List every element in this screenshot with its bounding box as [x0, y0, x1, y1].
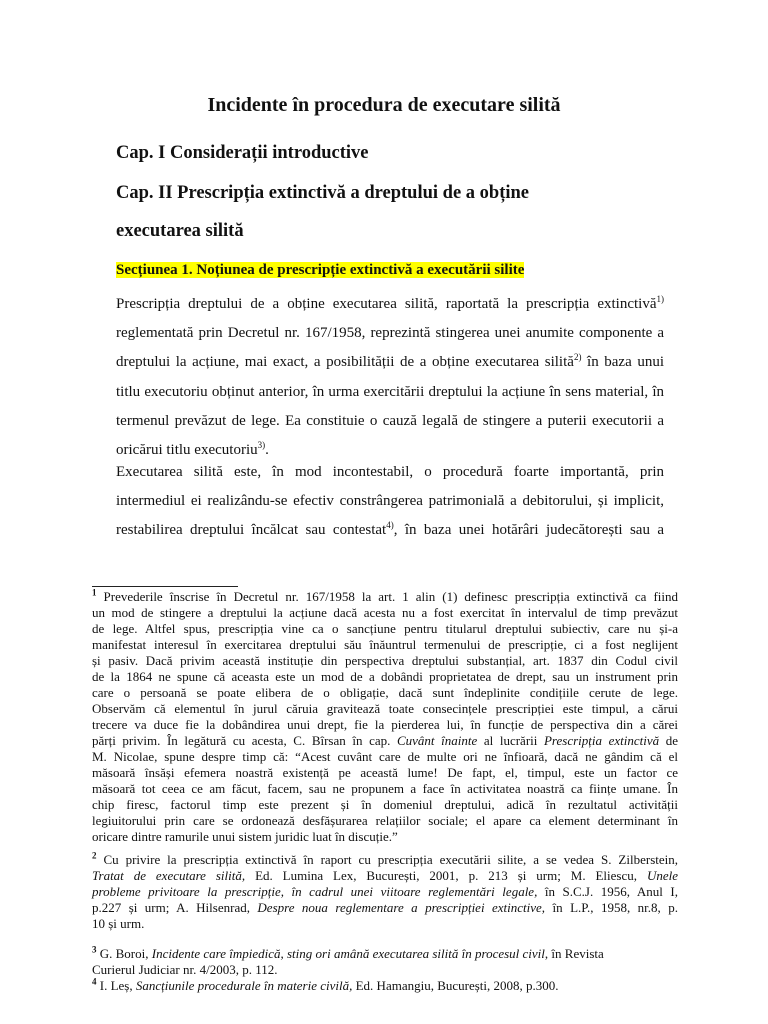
footnote-marker: 4 [92, 976, 97, 987]
footnote-separator [92, 586, 238, 587]
footnote-ref-1: 1) [656, 294, 664, 304]
footnote-line: un mod de stingere a dreptului la acțiune dacă acesta nu a fost exercitat în intervalul de timp prevăzut [92, 605, 678, 620]
footnote-line: părți privim. În legătură cu acesta, C. Bîrsan în cap. Cuvânt înainte al lucrării Prescripția extinctivă de [92, 733, 678, 748]
footnote-marker: 1 [92, 587, 97, 598]
paragraph-1-line: oricărui titlu executoriu$^{3)}$. [116, 440, 269, 459]
chapter-2-line-1: Cap. II Prescripția extinctivă a dreptului de a obține [116, 183, 529, 203]
footnote-line: care o persoană se poate elibera de o obligație, dacă sunt îndeplinite condițiile cerute de lege. [92, 685, 678, 700]
chapter-2-line-2: executarea silită [116, 221, 244, 241]
footnote-line: $^4$ I. Leș, Sancțiunile procedurale în materie civilă, Ed. Hamangiu, București, 2008, p.300. [92, 976, 559, 993]
footnote-ref-3: 3) [257, 440, 266, 451]
document-title: Incidente în procedura de executare silită [207, 94, 561, 116]
footnote-line: $^3$ G. Boroi, Incidente care împiedică, sting ori amână executarea silită în procesul civil, în Revista [92, 944, 604, 961]
paragraph-1-line: termenul prevăzut de lege. Ea constituie o cauză legală de stingere a puterii executorii a [116, 412, 664, 429]
footnote-ref-2: 2) [573, 352, 582, 363]
footnote-marker: 3 [92, 944, 97, 955]
footnote-3 [92, 946, 678, 978]
footnote-line: probleme privitoare la prescripție, în cadrul unei viitoare reglementări legale, în S.C.J. 1956, Anul I, [92, 884, 678, 899]
footnote-line: măsoară însăși efemera noastră existență pe această lume! De fapt, el, timpul, este un factor ce [92, 765, 678, 780]
paragraph-2-line: intermediul ei realizându-se efectiv constrângerea patrimonială a debitorului, și implicit, [116, 493, 664, 510]
footnote-4 [92, 978, 678, 994]
paragraph-1-line: reglementată prin Decretul nr. 167/1958, reprezintă stingerea unei anumite componente a [116, 325, 664, 342]
footnote-line: trecere va duce fie la dobândirea unui drept, fie la pierderea lui, în funcție de perspectiva din a cărei [92, 717, 678, 732]
footnote-line: Curierul Judiciar nr. 4/2003, p. 112. [92, 962, 278, 977]
footnote-line: de lege. Altfel spus, prescripția vine ca o sancțiune pentru titularul dreptului subiectiv, care nu și-a [92, 621, 678, 636]
footnote-line: 10 și urm. [92, 916, 145, 931]
footnote-line: chip firesc, factorul timp este prezent și în domeniul dreptului, adică în rezultatul activității [92, 797, 678, 812]
footnote-line: manifestat interesul în exercitarea dreptului său înăuntrul termenului de prescripție, ci a fost neglijent [92, 637, 678, 652]
footnote-ref-4: 4) [386, 520, 394, 531]
footnote-2 [92, 852, 678, 932]
section-1-heading-text: Secțiunea 1. Noțiunea de prescripție extinctivă a executării silite [116, 262, 525, 278]
footnote-line: oricare dintre ramurile unui sistem juridic luat în discuție.” [92, 829, 398, 844]
footnote-1 [92, 589, 678, 845]
chapter-2-heading [116, 174, 716, 250]
footnote-line: legiuitorului prin care se ordonează desfășurarea relațiilor sociale; el apare ca element determinant în [92, 813, 678, 828]
chapter-1-heading: Cap. I Considerații introductive [116, 143, 369, 163]
paragraph-1-line: Prescripția dreptului de a obține executarea silită, raportată la prescripția extinctivă$^{1)}$ [116, 294, 664, 312]
footnote-line: M. Nicolae, spune despre timp că: “Acest cuvânt care de multe ori ne înfioară, dacă ne gândim că el [92, 749, 678, 764]
section-1-heading [116, 260, 524, 280]
paragraph-1 [116, 290, 664, 465]
footnote-line: Observăm că elementul în jurul căruia gravitează toate consecințele prescripției este timpul, a cărui [92, 701, 678, 716]
footnote-line: $^1$ Prevederile înscrise în Decretul nr. 167/1958 la art. 1 alin (1) definesc prescripția extinctivă ca fiind [92, 587, 678, 604]
footnote-line: p.227 și urm; A. Hilsenrad, Despre noua reglementare a prescripției extinctive, în L.P., 1958, nr.8, p. [92, 900, 678, 915]
footnote-line: de la 1864 ne spune că aceasta este un mod de a dobândi proprietatea de drept, sau un instrument prin [92, 669, 678, 684]
footnote-line: $^2$ Cu privire la prescripția extinctivă în raport cu prescripția executării silite, a se vedea S. Zilberstein, [92, 850, 678, 867]
footnote-line: Tratat de executare silită, Ed. Lumina Lex, București, 2001, p. 213 și urm; M. Eliescu, Unele [92, 868, 678, 883]
footnote-line: și pasiv. Dacă privim această instituție din perspectiva dreptului substanțial, art. 1837 din Codul civil [92, 653, 678, 668]
paragraph-1-line: dreptului la acțiune, mai exact, a posibilității de a obține executarea silită$^{2)}$ în baza unui [116, 352, 665, 371]
footnote-marker: 2 [92, 850, 97, 861]
paragraph-2 [116, 458, 664, 546]
paragraph-2-line: Executarea silită este, în mod incontestabil, o procedură foarte importantă, prin [116, 464, 664, 480]
footnote-line: măsoară tot ceea ce am făcut, facem, sau ne propunem a face în activitatea noastră ca ființe umane. În [92, 781, 678, 796]
paragraph-2-line: restabilirea dreptului încălcat sau contestat$^{4)}$, în baza unei hotărâri judecătorești sau a [116, 520, 664, 539]
paragraph-1-line: titlu executoriu obținut anterior, în urma exercitării dreptului la acțiune în sens material, în [116, 383, 664, 400]
